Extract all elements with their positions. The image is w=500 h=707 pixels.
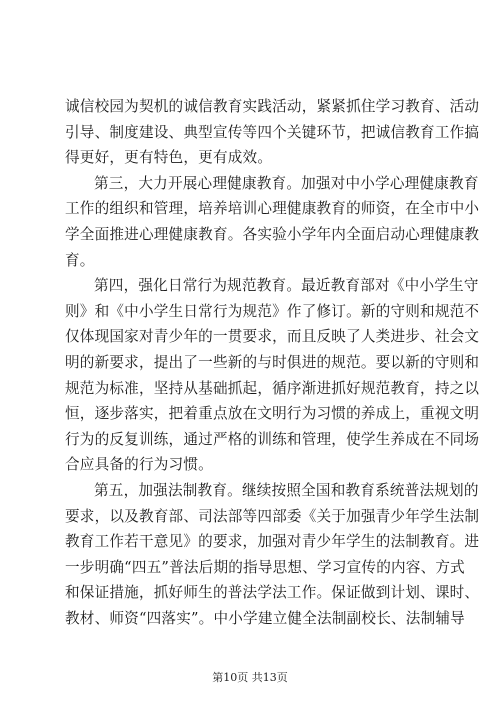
text-line: 恒，逐步落实，把着重点放在文明行为习惯的养成上，重视文明 xyxy=(65,405,480,423)
text-line: 明的新要求，提出了一些新的与时俱进的规范。要以新的守则和 xyxy=(65,353,480,371)
text-line: 引导、制度建设、典型宣传等四个关键环节，把诚信教育工作搞 xyxy=(65,123,480,141)
text-line: 和保证措施，抓好师生的普法学法工作。保证做到计划、课时、 xyxy=(65,584,480,602)
text-line: 要求，以及教育部、司法部等四部委《关于加强青少年学生法制 xyxy=(65,507,480,525)
text-line: 仅体现国家对青少年的一贯要求，而且反映了人类进步、社会文 xyxy=(65,328,480,346)
text-line: 诚信校园为契机的诚信教育实践活动，紧紧抓住学习教育、活动 xyxy=(65,98,480,115)
body-text xyxy=(65,94,480,631)
text-line: 得更好，更有特色，更有成效。 xyxy=(65,149,273,167)
text-line: 教材、师资“四落实”。中小学建立健全法制副校长、法制辅导 xyxy=(65,609,465,627)
text-line: 第五，加强法制教育。继续按照全国和教育系统普法规划的 xyxy=(94,481,479,499)
text-line: 规范为标准，坚持从基础抓起，循序渐进抓好规范教育，持之以 xyxy=(65,379,480,397)
text-line: 第三，大力开展心理健康教育。加强对中小学心理健康教育 xyxy=(94,174,479,192)
text-line: 行为的反复训练，通过严格的训练和管理，使学生养成在不同场 xyxy=(65,430,480,448)
text-line: 合应具备的行为习惯。 xyxy=(65,456,213,474)
text-line: 教育工作若干意见》的要求，加强对青少年学生的法制教育。进 xyxy=(65,533,480,551)
text-line: 一步明确“四五”普法后期的指导思想、学习宣传的内容、方式 xyxy=(65,558,465,576)
text-line: 学全面推进心理健康教育。各实验小学年内全面启动心理健康教 xyxy=(65,225,480,243)
text-line: 工作的组织和管理，培养培训心理健康教育的师资，在全市中小 xyxy=(65,200,480,218)
text-line: 则》和《中小学生日常行为规范》作了修订。新的守则和规范不 xyxy=(65,302,480,320)
text-line: 育。 xyxy=(65,251,95,269)
page-footer: 第10页 共13页 xyxy=(212,671,288,684)
text-line: 第四，强化日常行为规范教育。最近教育部对《中小学生守 xyxy=(94,277,479,295)
